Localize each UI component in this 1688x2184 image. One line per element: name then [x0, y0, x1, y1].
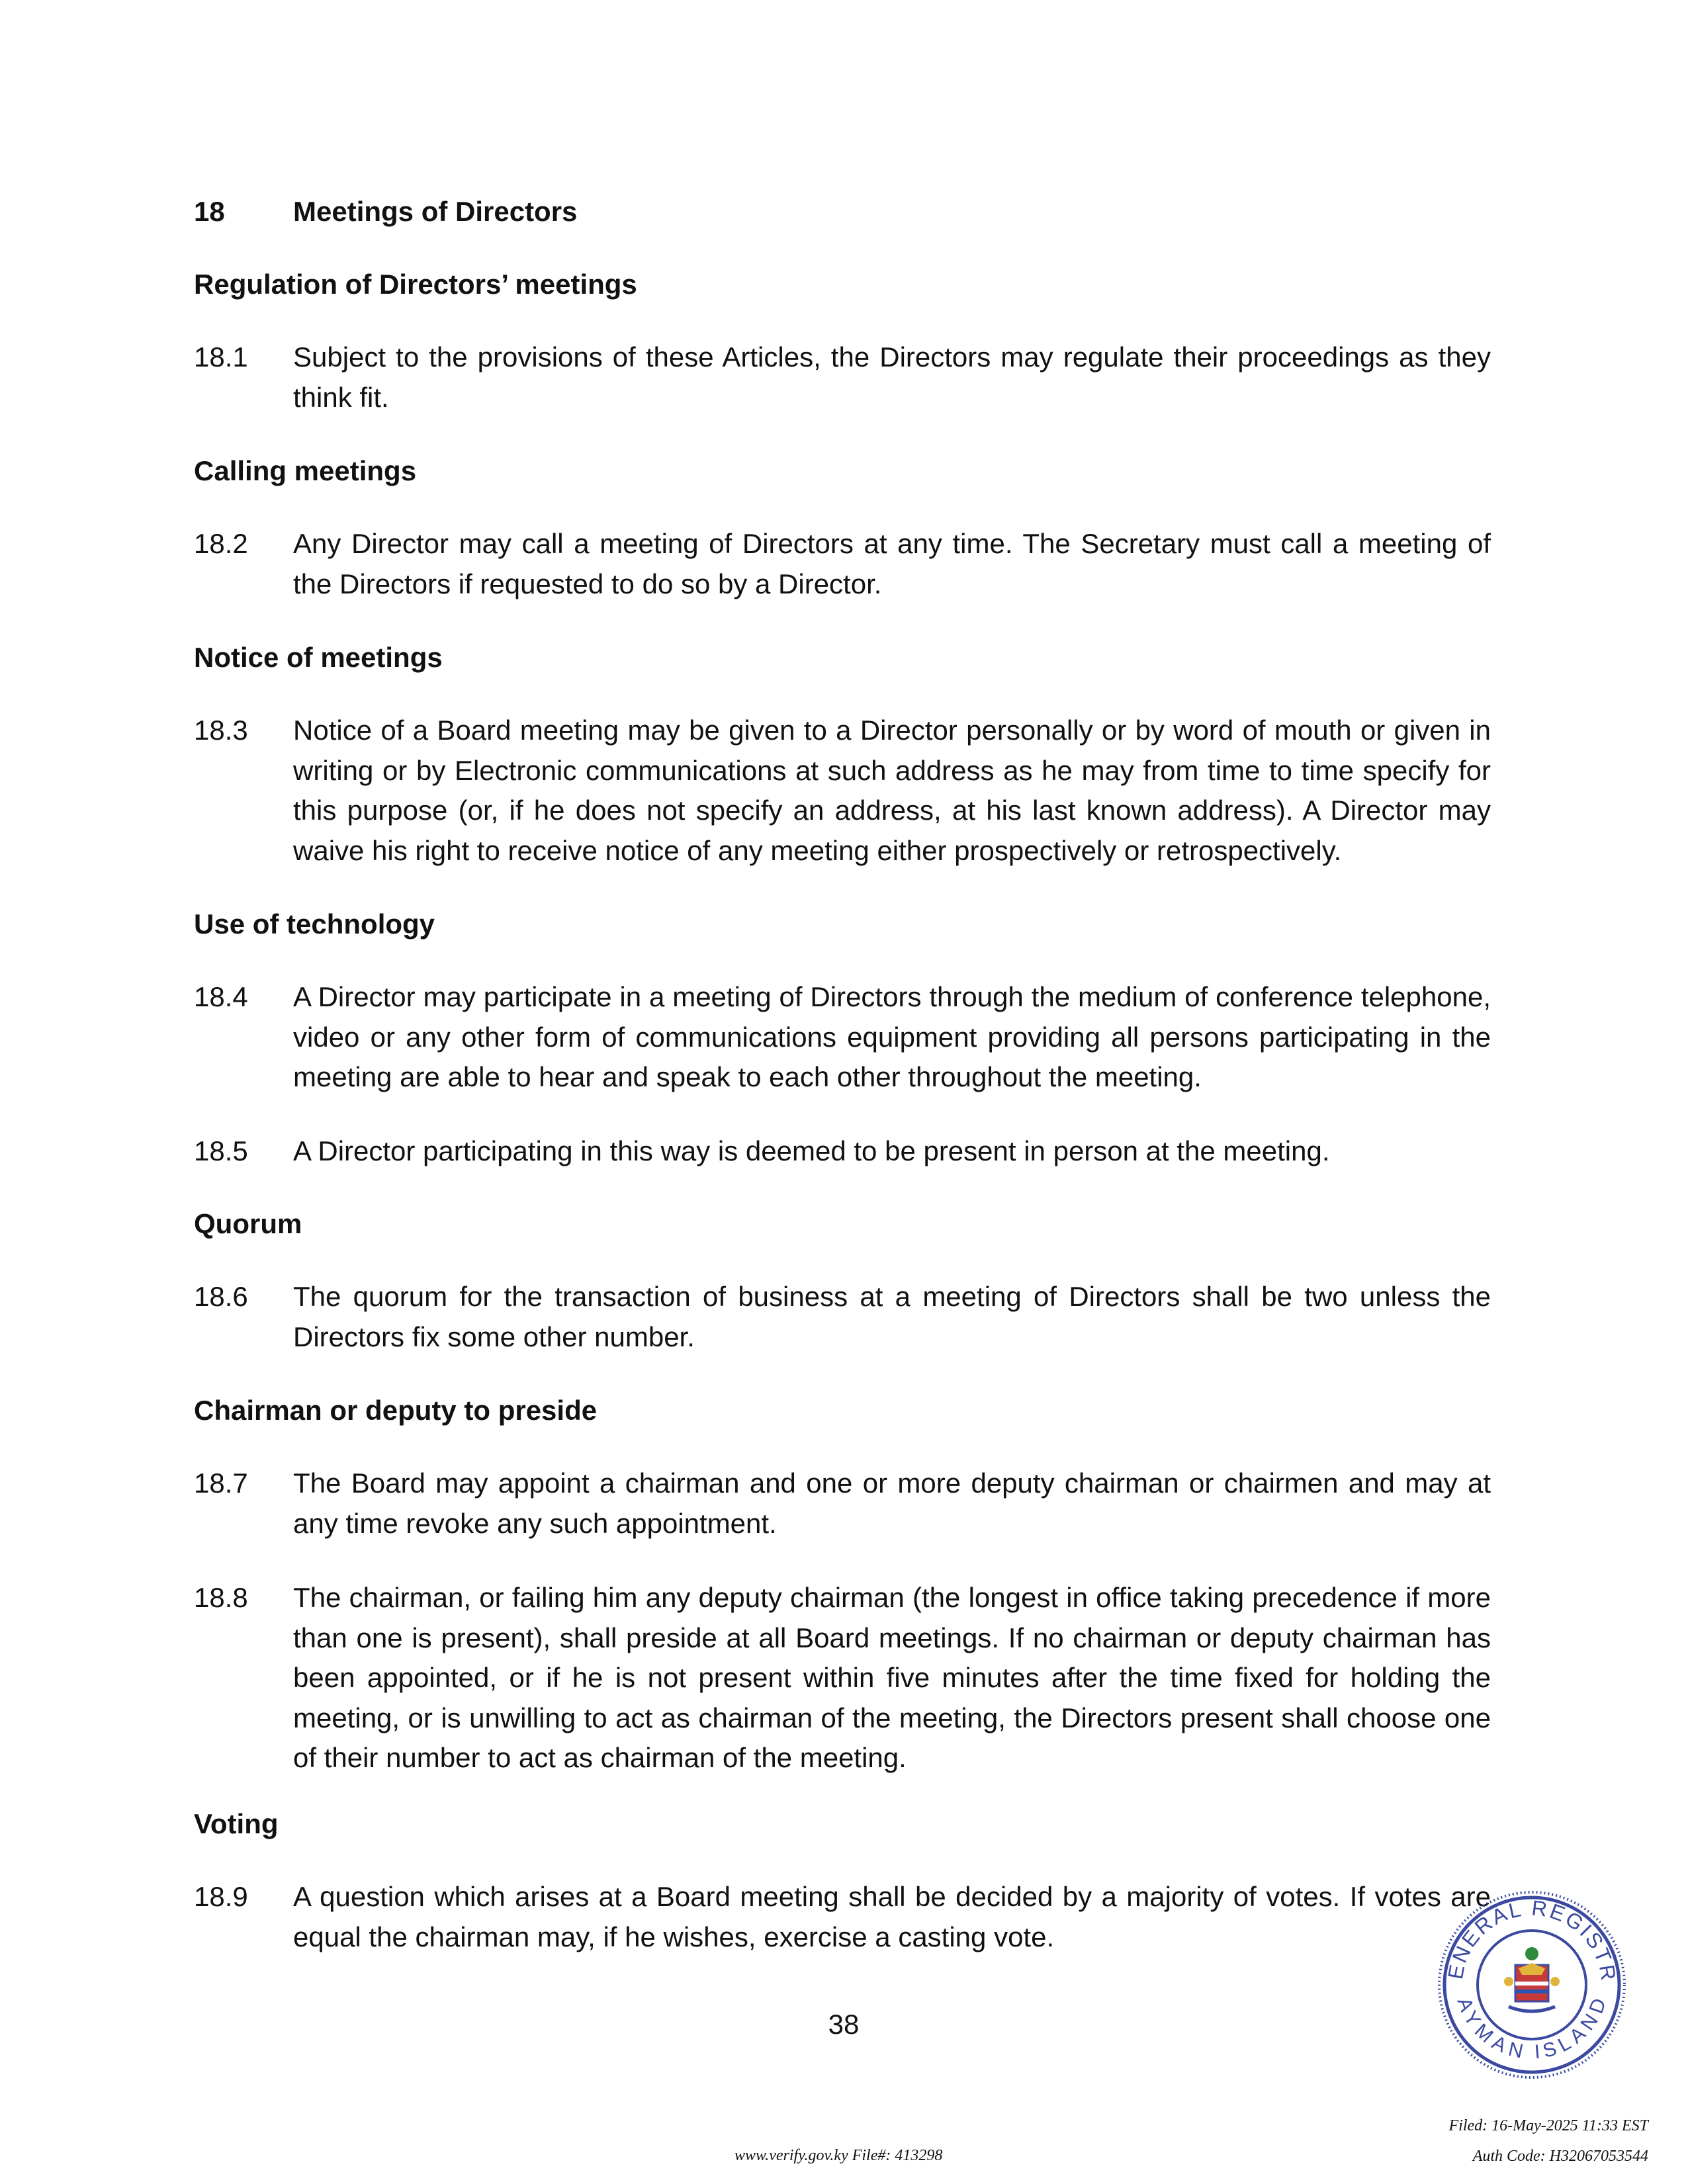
- clause-number: 18.1: [194, 341, 248, 372]
- heading-notice-of-meetings: Notice of meetings: [194, 642, 443, 673]
- seal-bottom-text: AYMAN ISLAND: [1452, 1993, 1612, 2064]
- clause-number: 18.7: [194, 1467, 248, 1499]
- clause-text: Subject to the provisions of these Articles, the Directors may regulate their proceedings as they think fit.: [293, 341, 1491, 413]
- clause-text: A question which arises at a Board meeting shall be decided by a majority of votes. If votes are equal the chairman may, if he wishes, exercise a casting vote.: [293, 1881, 1491, 1952]
- section-title: [194, 192, 577, 232]
- clause-text: The chairman, or failing him any deputy chairman (the longest in office taking precedence if more than one is present), shall preside at all Board meetings. If no chairman or deputy chairman has been appointed, or if he is not present within five minutes after the time fixed for holding the meeting, or is unwilling to act as chairman of the meeting, the Directors present shall choose one of their number to act as chairman of the meeting.: [293, 1582, 1491, 1773]
- auth-code: Auth Code: H32067053544: [1472, 2148, 1648, 2165]
- clause-number: 18.9: [194, 1881, 248, 1912]
- heading-voting: Voting: [194, 1808, 279, 1839]
- heading-quorum: Quorum: [194, 1208, 302, 1239]
- clause-text: Notice of a Board meeting may be given to a Director personally or by word of mouth or given in writing or by Electronic communications at such address as he may from time to time specify for this purpose (or, if he does not specify an address, at his last known address). A Director may waive his right to receive notice of any meeting either prospectively or retrospectively.: [293, 715, 1491, 866]
- coat-of-arms-icon: [1504, 1947, 1560, 2011]
- filed-date: Filed: 16-May-2025 11:33 EST: [1448, 2117, 1648, 2134]
- clause-number: 18.8: [194, 1582, 248, 1613]
- clause-number: 18.3: [194, 715, 248, 746]
- general-registry-seal-icon: [1436, 1889, 1628, 2081]
- clause-text: Any Director may call a meeting of Directors at any time. The Secretary must call a meeting of the Directors if requested to do so by a Director.: [293, 528, 1491, 599]
- section-title-text: Meetings of Directors: [293, 196, 578, 227]
- clause-text: A Director may participate in a meeting of Directors through the medium of conference telephone, video or any other form of communications equipment providing all persons participating in the meeting are able to hear and speak to each other throughout the meeting.: [293, 981, 1491, 1092]
- clause-number: 18.5: [194, 1135, 248, 1166]
- heading-use-of-technology: Use of technology: [194, 908, 435, 939]
- clause-number: 18.4: [194, 981, 248, 1012]
- clause-text: The quorum for the transaction of business at a meeting of Directors shall be two unless the Directors fix some other number.: [293, 1281, 1491, 1352]
- heading-chairman-or-deputy: Chairman or deputy to preside: [194, 1395, 598, 1426]
- section-number: 18: [194, 196, 225, 227]
- heading-regulation: Regulation of Directors’ meetings: [194, 269, 637, 300]
- clause-text: The Board may appoint a chairman and one or more deputy chairman or chairmen and may at any time revoke any such appointment.: [293, 1467, 1491, 1539]
- filed-stamp: [1449, 2111, 1649, 2171]
- seal-top-text: ENERAL REGISTR: [1443, 1896, 1621, 1984]
- page-number: 38: [828, 2009, 860, 2040]
- verify-footer: www.verify.gov.ky File#: 413298: [734, 2147, 943, 2164]
- clause-text: A Director participating in this way is deemed to be present in person at the meeting.: [293, 1135, 1330, 1166]
- heading-calling-meetings: Calling meetings: [194, 455, 417, 486]
- clause-number: 18.6: [194, 1281, 248, 1312]
- clause-number: 18.2: [194, 528, 248, 559]
